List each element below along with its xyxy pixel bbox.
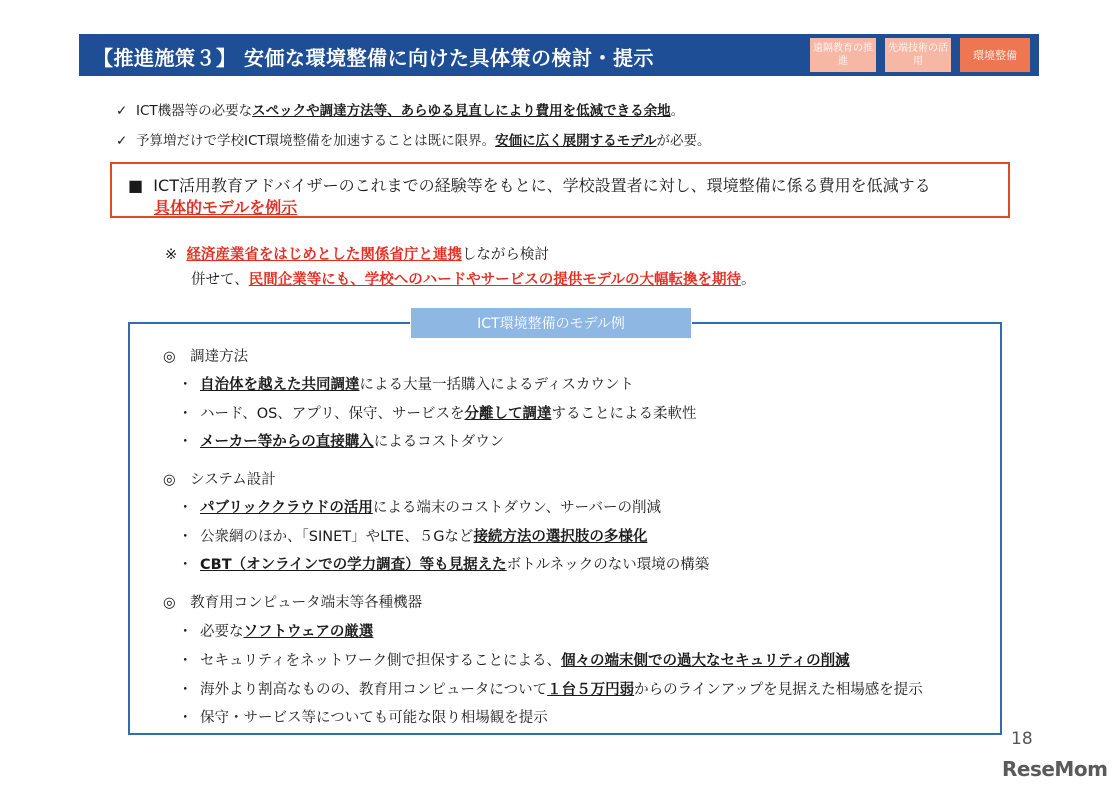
check-icon: ✓: [116, 103, 128, 119]
list-item: ・ CBT（オンラインでの学力調査）等も見据えたボトルネックのない環境の構築: [178, 557, 710, 573]
tag-environment: 環境整備: [960, 38, 1030, 72]
section-devices: ◎ 教育用コンピュータ端末等各種機器: [163, 595, 423, 611]
list-item: ・ セキュリティをネットワーク側で担保することによる、個々の端末側での過大なセキュリティの削減: [178, 653, 850, 669]
list-item: ・ 海外より割高なものの、教育用コンピュータについて１台５万円弱からのラインアップを見据えた相場感を提示: [178, 682, 923, 698]
check-line-1: ✓ ICT機器等の必要なスペックや調達方法等、あらゆる見直しにより費用を低減できる余地。: [116, 103, 685, 119]
key-policy-box: [110, 162, 1010, 218]
key-policy-line-2: 具体的モデルを例示: [154, 198, 298, 217]
check-icon: ✓: [116, 133, 128, 149]
list-item: ・ 保守・サービス等についても可能な限り相場観を提示: [178, 710, 548, 726]
model-example-title: ICT環境整備のモデル例: [410, 307, 692, 339]
page-number: 18: [1011, 729, 1033, 749]
slide-header: [79, 34, 1039, 76]
key-policy-line-1: ■ ICT活用教育アドバイザーのこれまでの経験等をもとに、学校設置者に対し、環境整備に係る費用を低減する: [128, 176, 931, 195]
resemom-logo: ReseMom: [1002, 757, 1108, 781]
note-line-1: ※ 経済産業省をはじめとした関係省庁と連携しながら検討: [165, 247, 549, 263]
tag-remote-education: 遠隔教育の推進: [810, 38, 876, 72]
slide-title: 【推進施策３】 安価な環境整備に向けた具体策の検討・提示: [93, 46, 654, 70]
note-line-2: 併せて、民間企業等にも、学校へのハードやサービスの提供モデルの大幅転換を期待。: [191, 272, 756, 288]
square-bullet-icon: ■: [128, 176, 144, 195]
list-item: ・ ハード、OS、アプリ、保守、サービスを分離して調達することによる柔軟性: [178, 406, 697, 422]
check-line-2: ✓ 予算増だけで学校ICT環境整備を加速することは既に限界。安価に広く展開するモデルが必要。: [116, 133, 711, 149]
section-procurement: ◎ 調達方法: [163, 349, 249, 365]
list-item: ・ メーカー等からの直接購入によるコストダウン: [178, 434, 505, 450]
tag-advanced-tech: 先端技術の活用: [885, 38, 951, 72]
list-item: ・ 必要なソフトウェアの厳選: [178, 624, 374, 640]
list-item: ・ 自治体を越えた共同調達による大量一括購入によるディスカウント: [178, 377, 634, 393]
note-mark: ※: [165, 247, 178, 263]
list-item: ・ パブリッククラウドの活用による端末のコストダウン、サーバーの削減: [178, 500, 661, 516]
list-item: ・ 公衆網のほか、「SINET」やLTE、５Gなど接続方法の選択肢の多様化: [178, 529, 648, 545]
section-system-design: ◎ システム設計: [163, 472, 276, 488]
